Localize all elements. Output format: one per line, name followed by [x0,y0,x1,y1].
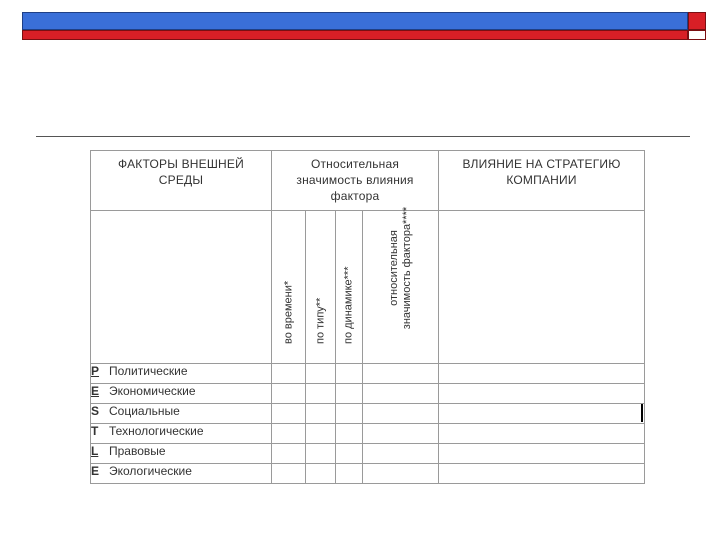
table-cell[interactable] [439,404,645,424]
table-cell[interactable] [363,464,439,484]
title-bar-decoration [22,12,688,40]
table-cell[interactable] [272,424,306,444]
table-cell[interactable] [363,364,439,384]
factor-cell [91,384,272,404]
factor-label: Экологические [109,464,192,478]
subheader-relative: относительная значимость фактора**** [387,206,413,330]
header-factors: ФАКТОРЫ ВНЕШНЕЙ СРЕДЫ [91,151,272,211]
table-cell[interactable] [336,404,363,424]
pest-table-container [90,150,644,486]
cursor-mark [641,404,643,422]
blank-cell [439,211,645,364]
factor-letter: E [91,464,100,478]
red-band [22,30,688,40]
table-cell[interactable] [306,404,336,424]
table-cell[interactable] [439,384,645,404]
table-cell[interactable] [272,464,306,484]
factor-label: Технологические [109,424,204,438]
corner-block [688,12,708,40]
subheader-type: по типу** [314,297,326,344]
factor-letter: P [91,364,100,378]
blue-band [22,12,688,30]
divider-line [36,136,690,137]
header-impact: ВЛИЯНИЕ НА СТРАТЕГИЮ КОМПАНИИ [439,151,645,211]
subheader-row [91,211,645,364]
table-cell[interactable] [306,464,336,484]
factor-label: Правовые [109,444,166,458]
table-cell[interactable] [363,444,439,464]
table-cell[interactable] [306,384,336,404]
table-cell[interactable] [306,444,336,464]
table-cell[interactable] [439,444,645,464]
header-row [91,151,645,211]
factor-cell [91,464,272,484]
subheader-time-cell [272,211,306,364]
table-cell[interactable] [363,384,439,404]
factor-label: Политические [109,364,188,378]
table-cell[interactable] [272,444,306,464]
factor-letter: L [91,444,99,458]
blank-cell [91,211,272,364]
pest-table [90,150,645,484]
table-cell[interactable] [439,364,645,384]
table-cell[interactable] [336,444,363,464]
table-cell[interactable] [272,384,306,404]
table-cell[interactable] [336,464,363,484]
factor-label: Экономические [109,384,196,398]
table-cell[interactable] [363,404,439,424]
table-row [91,384,645,404]
subheader-type-cell [306,211,336,364]
factor-letter: T [91,424,99,438]
table-cell[interactable] [336,424,363,444]
table-cell[interactable] [439,424,645,444]
table-row [91,464,645,484]
table-row [91,364,645,384]
header-significance: Относительная значимость влияния фактора [272,151,439,211]
factor-letter: E [91,384,100,398]
table-row [91,424,645,444]
table-cell[interactable] [336,384,363,404]
table-row [91,404,645,424]
subheader-relative-cell [363,206,439,364]
table-cell[interactable] [272,364,306,384]
table-cell[interactable] [306,424,336,444]
subheader-dynamics: по динамике*** [342,266,355,344]
table-cell[interactable] [439,464,645,484]
table-row [91,444,645,464]
factor-letter: S [91,404,100,418]
subheader-dynamics-cell [336,211,363,364]
table-cell[interactable] [272,404,306,424]
factor-cell [91,404,272,424]
table-cell[interactable] [306,364,336,384]
factor-cell [91,364,272,384]
factor-cell [91,444,272,464]
table-cell[interactable] [336,364,363,384]
table-cell[interactable] [363,424,439,444]
factor-cell [91,424,272,444]
factor-label: Социальные [109,404,180,418]
subheader-time: во времени* [282,280,294,344]
